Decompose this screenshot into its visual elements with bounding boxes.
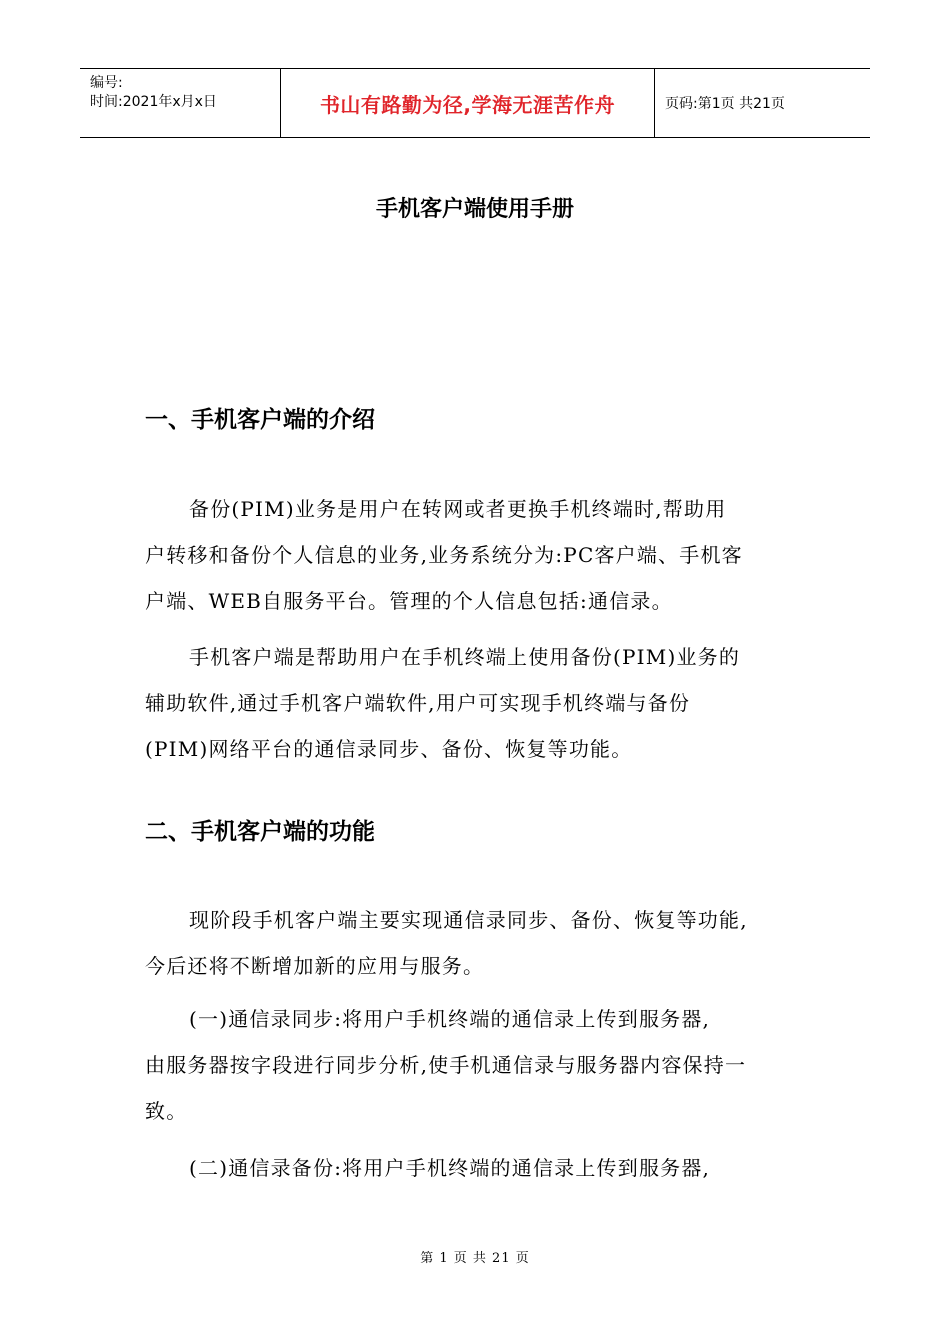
text-line: 今后还将不断增加新的应用与服务。 <box>145 954 485 978</box>
text-line: 由服务器按字段进行同步分析,使手机通信录与服务器内容保持一 <box>145 1053 747 1077</box>
header-page-cell <box>655 69 870 137</box>
document-title: 手机客户端使用手册 <box>375 197 574 222</box>
text-line: 辅助软件,通过手机客户端软件,用户可实现手机终端与备份 <box>145 691 691 715</box>
paragraph-functions-2 <box>145 996 805 1134</box>
text-line: 现阶段手机客户端主要实现通信录同步、备份、恢复等功能, <box>189 908 748 932</box>
text-line: 备份(PIM)业务是用户在转网或者更换手机终端时,帮助用 <box>189 497 727 521</box>
page-info: 页码:第1页 共21页 <box>665 96 785 112</box>
header-meta-cell <box>80 69 281 137</box>
text-line: 户端、WEB自服务平台。管理的个人信息包括:通信录。 <box>145 589 673 613</box>
paragraph-intro-2 <box>145 634 805 772</box>
page-header <box>80 68 870 138</box>
page-footer: 第 1 页 共 21 页 <box>420 1251 530 1266</box>
section-heading-functions: 二、手机客户端的功能 <box>145 819 375 845</box>
paragraph-intro-1 <box>145 486 805 624</box>
paragraph-functions-3 <box>145 1145 805 1191</box>
paragraph-functions-1 <box>145 897 805 989</box>
text-line: 户转移和备份个人信息的业务,业务系统分为:PC客户端、手机客 <box>145 543 743 567</box>
number-label: 编号: <box>90 75 123 91</box>
text-line: 致。 <box>145 1099 188 1123</box>
text-line: (PIM)网络平台的通信录同步、备份、恢复等功能。 <box>145 737 633 761</box>
motto-text: 书山有路勤为径,学海无涯苦作舟 <box>319 92 616 117</box>
time-label: 时间:2021年x月x日 <box>90 94 217 110</box>
header-motto-cell <box>281 69 655 137</box>
text-line: (一)通信录同步:将用户手机终端的通信录上传到服务器, <box>189 1007 711 1031</box>
text-line: (二)通信录备份:将用户手机终端的通信录上传到服务器, <box>189 1156 711 1180</box>
text-line: 手机客户端是帮助用户在手机终端上使用备份(PIM)业务的 <box>189 645 741 669</box>
section-heading-intro: 一、手机客户端的介绍 <box>145 407 375 433</box>
